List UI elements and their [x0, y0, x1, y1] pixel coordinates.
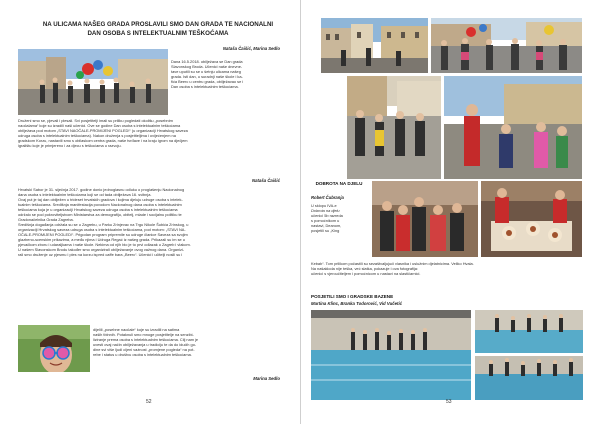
dobrota-author: Robert Čubranja — [311, 195, 344, 200]
article-title — [18, 20, 298, 38]
page-number-right: 53 — [446, 399, 452, 405]
paragraph-1: Druženi smo se, pjevali i plesali. Svi posjetitelji imali su priliku pogledati okolišu „posebnim naočalama“ koje su izradili naši učenici. Ove se godine Dan osoba s intelektualnim teškoćama obilježava pod motom „STAVI NAOČALE-PROMIJENI POGLED!“ (u organizaciji Hrvatskog saveza udruga osoba s intelektualnim teškoćama). Nakon druženja s posjetiteljima i ovijećenjem na gradskom Korzu, nastavili smo s obilaskom centra grada, naše tvrđave i na kraju igrom na dječjem igralištu koje je primjereno i za djecu s teškoćama u razvoju. — [18, 118, 188, 148]
title-line-1: NA ULICAMA NAŠEG GRADA PROSLAVILI SMO DAN GRADA TE NACIONALNI — [42, 21, 274, 28]
dobrota-paragraph-wrapped: U sklopu IVA-e Dobrota na djelu učenici 5b razreda s pomoćnikom u nastavi, Deanom, posjetili su „King — [311, 203, 343, 233]
photo-pool-bottom-right — [475, 356, 583, 400]
photo-city-street — [321, 18, 428, 73]
paragraph-2: Hrvatski Sabor je 31. siječnja 2017. godine donio jednoglasnu odluku o proglašenju Nacionalnog dana osoba s intelektualnim teškoćama koji se od tada obilježava 16. svibnja. Ovaj put je taj dan obilježen u trideset hrvatskih gradova i kojima djeluju udruge osoba s intelek- tualnim teškoćama. Središnja manifestacija povodom Nacionalnog dana osoba s intelektualnim teškoćama koja je u organizaciji Hrvatskog saveza udruga osoba s intelektualnim teškoćama održalo se pod pokroviteljstvom Ministarstva za demografiju, obitelj, mlade i socijalnu politiku te Gradonačelnika Grada Zagreba. Središnja događanja održala su se u Zagrebu, u Parku Zrinjevac na Trgu Nikole Šubića Zrinskog, u organizaciji Hrvatskog saveza udruga osoba s intelektualnim teškoćama, pod motom: „STAVI NA- OČALE-PROMIJENI POGLED!“. Prigodan program pripremile su udruge članice Saveza sa svojim glazbeno-scenskim prikazima, a među njima i Udruga Regać iz našeg grada. Prikazali su im se u pjevačkom zboru i udaraljkama i naše škole. Nekima od njih bio je to prvi odlazak u Zagreb i vlakom. U našem Slavonskom Brodu također smo organizirali obilježavanje ovog važnog dana. Organizi- rali smo druženje uz pjesmu i ples na korzu ispred caffe bara „Beerc“. Učenici i učitelji nosili su i — [18, 187, 191, 257]
byline-author-3: Marina Sedlo — [253, 376, 280, 381]
photo-pool-top-right — [475, 310, 583, 353]
byline-authors: Nataša Čaišić, Marina Sedlo — [222, 46, 280, 51]
photo-crowd-balloons — [431, 18, 582, 73]
byline-author-2: Nataša Čaišić — [252, 178, 280, 183]
bazen-authors: Martina Klinc, Branka Todorović, Vid Vučetić — [311, 301, 403, 306]
dobrota-paragraph: Kebab“. Tom prilikom počastili su sezaštvaljujući vlasnika i uslužnim djelatnicima. Veliko Hvala. Na našakloda nije teška, već slatka, pokazuje i ova fotografija: učenici s vjeroučiteljem i pomoćnicom u nastavi na slastičarnici. — [311, 261, 474, 276]
title-line-2: DAN OSOBA S INTELEKTUALNIM TEŠKOĆAMA — [87, 30, 229, 37]
photo-city-pool-large — [311, 310, 471, 400]
bazen-title: POSJETILI SMO I GRADSKE BAZENE — [311, 294, 394, 299]
paragraph-1-wrapped: Dana 16.5.2018. obilježava se Dan grada Slavonskog Broda. Učenici naše dnevne- tave uputili su se u šetnju ulicama našeg grada. Isti dan, u suradnji naše škole i ka- fića Beerc u centru grada, obilježavao se i Dan osoba s intelektualnim teškoćama. — [171, 59, 244, 89]
photo-king-kebab-group — [372, 181, 478, 257]
photo-boy-with-glasses — [18, 325, 90, 372]
right-page — [300, 0, 600, 424]
dobrota-title: DOBROTA NA DJELU — [315, 181, 363, 186]
paragraph-2-wrapped: dijelili „posebne naočale“ koje su izradili na satima naših tblnnih. Potaknuli smo mnoge posjetitelje na senzibi- liziranje prema osoba s intelektualnim teškoćama. Cilj nam je uvesti ovaj način obilježavanja u tradiciju te da do idućih go- dine svi više ljudi cijeni vaźnost „promjene pogleda“ na pot- rebe i status u društvu osoba s intelektualnim teškoćama. — [93, 327, 199, 357]
photo-korzo-gathering — [347, 76, 441, 179]
photo-children-playground — [444, 76, 582, 179]
photo-king-kebab-table — [481, 181, 582, 257]
photo-street-parade — [18, 49, 168, 115]
page-number-left: 52 — [146, 399, 152, 405]
